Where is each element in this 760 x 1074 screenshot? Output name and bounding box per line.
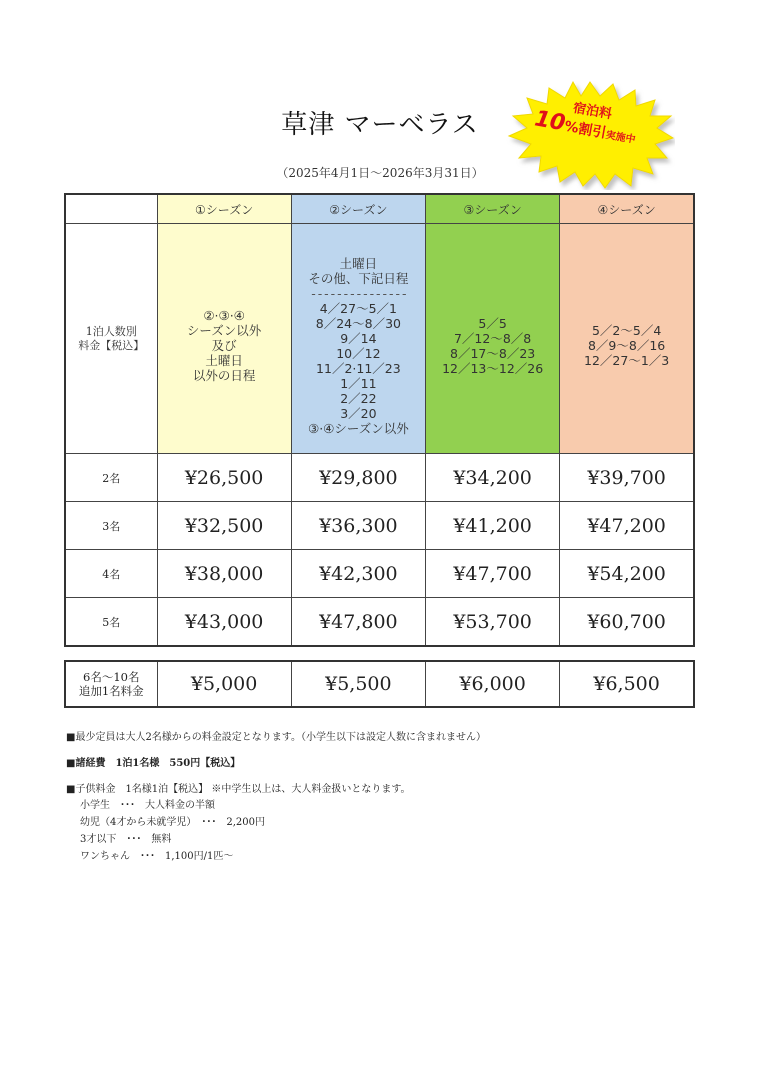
date-line: 以外の日程 (192, 368, 256, 383)
price-cell: ¥43,000 (157, 598, 291, 647)
additional-guest-table (64, 660, 695, 708)
date-line: ②·③·④ (203, 308, 245, 323)
date-line: 土曜日 (339, 255, 378, 271)
date-line: 11／2·11／23 (316, 360, 401, 376)
season-3-dates (426, 224, 560, 454)
price-cell: ¥54,200 (560, 550, 694, 598)
season-dates-row (65, 224, 694, 454)
row-label-line: 1泊人数別 (85, 324, 137, 338)
corner-cell (65, 194, 157, 224)
date-line: 3／20 (340, 405, 377, 421)
season-1-header: ①シーズン (157, 194, 291, 224)
date-line: 7／12～8／8 (453, 330, 532, 346)
validity-period: （2025年4月1日～2026年3月31日） (276, 166, 484, 180)
price-row-2 (65, 454, 694, 502)
page-title: 草津 マーベラス (281, 110, 479, 140)
price-cell: ¥26,500 (157, 454, 291, 502)
date-line: 4／27～5／1 (319, 300, 397, 316)
badge-number: 10 (532, 106, 568, 137)
row-label-line: 料金【税込】 (78, 338, 145, 352)
dashed-divider: - - - - - - - - - - - - - - - (311, 285, 406, 301)
price-row-5 (65, 598, 694, 647)
price-row-3 (65, 502, 694, 550)
date-line: 2／22 (340, 390, 377, 406)
date-line: 10／12 (336, 345, 381, 361)
date-line: 8／17～8／23 (450, 345, 536, 361)
season-1-dates (157, 224, 291, 454)
price-cell: ¥5,000 (157, 661, 291, 707)
label-line: 追加1名料金 (78, 684, 144, 698)
date-line: 1／11 (340, 375, 377, 391)
label-line: 6名～10名 (83, 670, 140, 684)
price-cell: ¥5,500 (291, 661, 425, 707)
date-line: 及び (211, 338, 237, 353)
date-line: 5／5 (478, 315, 507, 331)
min-occupancy-note: ■最少定員は大人2名様からの料金設定となります。（小学生以下は設定人数に含まれません） (66, 732, 487, 743)
date-line: 8／24～8／30 (315, 315, 401, 331)
price-cell: ¥6,500 (560, 661, 694, 707)
season-2-dates (291, 224, 425, 454)
additional-guest-label (65, 661, 157, 707)
price-cell: ¥41,200 (426, 502, 560, 550)
badge-suffix: 実施中 (604, 129, 637, 146)
child-rate-item: 3才以下 ･･･ 無料 (80, 834, 172, 845)
date-line: 9／14 (340, 330, 377, 346)
fees-note: ■諸経費 1泊1名様 550円【税込】 (66, 758, 241, 769)
price-cell: ¥39,700 (560, 454, 694, 502)
child-rate-item: 小学生 ･･･ 大人料金の半額 (80, 800, 215, 811)
child-rate-header: ■子供料金 1名様1泊【税込】 ※中学生以上は、大人料金扱いとなります。 (66, 784, 411, 795)
price-cell: ¥38,000 (157, 550, 291, 598)
season-4-header: ④シーズン (560, 194, 694, 224)
price-cell: ¥53,700 (426, 598, 560, 647)
date-line: ③·④シーズン以外 (307, 420, 409, 436)
season-3-header: ③シーズン (426, 194, 560, 224)
price-cell: ¥32,500 (157, 502, 291, 550)
badge-line1: 宿泊料 (571, 100, 613, 123)
date-line: 5／2～5／4 (591, 323, 662, 338)
price-cell: ¥34,200 (426, 454, 560, 502)
guest-count-label: 5名 (65, 598, 157, 647)
guest-count-label: 2名 (65, 454, 157, 502)
price-cell: ¥36,300 (291, 502, 425, 550)
child-rate-item: ワンちゃん ･･･ 1,100円/1匹～ (80, 851, 234, 862)
date-line: 12／13～12／26 (442, 360, 544, 376)
price-cell: ¥6,000 (426, 661, 560, 707)
discount-badge (505, 78, 675, 190)
badge-percent: % (563, 118, 580, 137)
price-cell: ¥29,800 (291, 454, 425, 502)
badge-discount: 割引 (576, 121, 608, 142)
season-4-dates (560, 224, 694, 454)
child-rate-item: 幼児（4才から未就学児） ･･･ 2,200円 (80, 817, 265, 828)
additional-guest-row (65, 661, 694, 707)
price-cell: ¥60,700 (560, 598, 694, 647)
guest-count-label: 3名 (65, 502, 157, 550)
date-line: 8／9～8／16 (587, 338, 666, 353)
price-cell: ¥47,800 (291, 598, 425, 647)
date-line: その他、下記日程 (308, 270, 409, 286)
price-cell: ¥42,300 (291, 550, 425, 598)
price-table (64, 193, 695, 647)
season-2-header: ②シーズン (291, 194, 425, 224)
dates-row-label (65, 224, 157, 454)
date-line: 土曜日 (205, 353, 243, 368)
guest-count-label: 4名 (65, 550, 157, 598)
season-header-row (65, 194, 694, 224)
price-cell: ¥47,200 (560, 502, 694, 550)
price-row-4 (65, 550, 694, 598)
notes-section (66, 730, 486, 865)
price-cell: ¥47,700 (426, 550, 560, 598)
date-line: シーズン以外 (186, 323, 262, 338)
date-line: 12／27～1／3 (584, 353, 670, 368)
